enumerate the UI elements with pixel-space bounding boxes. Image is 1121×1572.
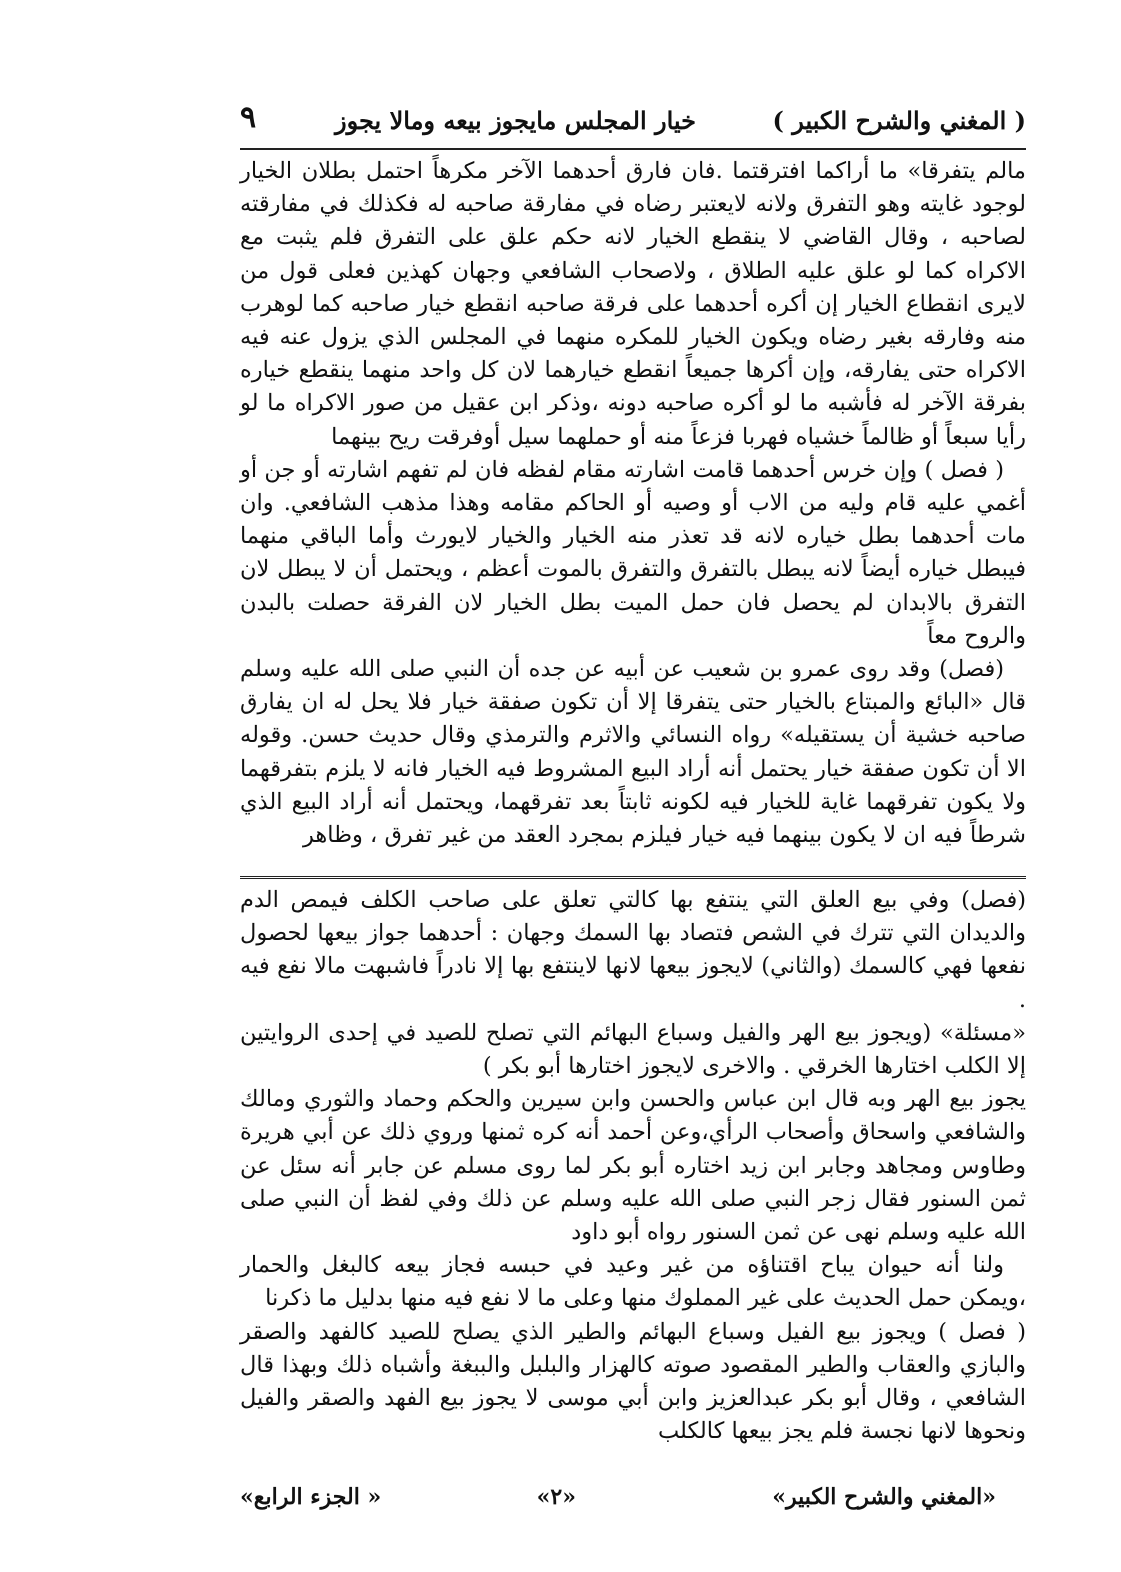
paragraph: مالم يتفرقا» ما أراكما افترقتما .فان فارق أحدهما الآخر مكرهاً احتمل بطلان الخيار لوجود غايته وهو التفرق ولانه لايعتبر رضاه في مفارقة صاحبه له فكذلك في مفارقته لصاحبه ، وقال القاضي لا ينقطع الخيار لانه حكم علق على التفرق فلم يثبت مع الاكراه كما لو علق عليه الطلاق ، ولاصحاب الشافعي وجهان كهذين فعلى قول من لايرى انقطاع الخيار إن أكره أحدهما على فرقة صاحبه انقطع خيار صاحبه كما لوهرب منه وفارقه بغير رضاه ويكون الخيار للمكره منهما في المجلس الذي يزول عنه فيه الاكراه حتى يفارقه، وإن أكرها جميعاً انقطع خيارهما لان كل واحد منهما ينقطع خياره بفرقة الآخر له فأشبه ما لو أكره صاحبه دونه ،وذكر ابن عقيل من صور الاكراه ما لو رأيا سبعاً أو ظالماً خشياه فهربا فزعاً منه أو حملهما سيل أوفرقت ريح بينهما (240, 158, 1026, 450)
section-title: خيار المجلس مايجوز بيعه ومالا يجوز (335, 106, 696, 135)
paragraph: (فصل) وفي بيع العلق التي ينتفع بها كالتي تعلق على صاحب الكلف فيمص الدم والديدان التي تترك في الشص فتصاد بها السمك وجهان : أحدهما جواز بيعها لحصول نفعها فهي كالسمك (والثاني) لايجوز بيعها لانها لاينتفع بها إلا نادراً فاشبهت مالا نفع فيه . (240, 887, 1026, 1013)
paragraph: ( فصل ) ويجوز بيع الفيل وسباع البهائم والطير الذي يصلح للصيد كالفهد والصقر والبازي والعقاب والطير المقصود صوته كالهزار والبلبل والببغة وأشباه ذلك وبهذا قال الشافعي ، وقال أبو بكر عبدالعزيز وابن أبي موسى لا يجوز بيع الفهد والصقر والفيل ونحوها لانها نجسة فلم يجز بيعها كالكلب (240, 1318, 1026, 1445)
page-footer (240, 1484, 1026, 1518)
page-number: ٩ (240, 100, 257, 135)
footer-volume: « الجزء الرابع» (240, 1484, 382, 1510)
paragraph: «مسئلة» (ويجوز بيع الهر والفيل وسباع البهائم التي تصلح للصيد في إحدى الروايتين إلا الكلب اختارها الخرقي . والاخرى لايجوز اختارها أبو بكر ) (240, 1019, 1026, 1080)
paragraph: يجوز بيع الهر وبه قال ابن عباس والحسن وابن سيرين والحكم وحماد والثوري ومالك والشافعي واسحاق وأصحاب الرأي،وعن أحمد أنه كره ثمنها وروي ذلك عن أبي هريرة وطاوس ومجاهد وجابر ابن زيد اختاره أبو بكر لما روى مسلم عن جابر أنه سئل عن ثمن السنور فقال زجر النبي صلى الله عليه وسلم عن ذلك وفي لفظ أن النبي صلى الله عليه وسلم نهى عن ثمن السنور رواه أبو داود (240, 1086, 1026, 1246)
lower-text-block (240, 884, 1026, 1448)
header-rule (240, 148, 1026, 150)
section-divider (240, 876, 1026, 879)
paragraph: (فصل) وقد روى عمرو بن شعيب عن أبيه عن جده أن النبي صلى الله عليه وسلم قال «البائع والمبتاع بالخيار حتى يتفرقا إلا أن تكون صفقة خيار فلا يحل له ان يفارق صاحبه خشية أن يستقيله» رواه النسائي والاثرم والترمذي وقال حديث حسن. وقوله الا أن تكون صفقة خيار يحتمل أنه أراد البيع المشروط فيه الخيار فانه لا يلزم بتفرقهما ولا يكون تفرقهما غاية للخيار فيه لكونه ثابتاً بعد تفرقهما، ويحتمل أنه أراد البيع الذي شرطاً فيه ان لا يكون بينهما فيه خيار فيلزم بمجرد العقد من غير تفرق ، وظاهر (240, 656, 1026, 849)
footer-book-title: «المغني والشرح الكبير» (772, 1484, 996, 1510)
paragraph: ( فصل ) وإن خرس أحدهما قامت اشارته مقام لفظه فان لم تفهم اشارته أو جن أو أغمي عليه قام وليه من الاب أو وصيه أو الحاكم مقامه وهذا مذهب الشافعي. وان مات أحدهما بطل خياره لانه قد تعذر منه الخيار والخيار لايورث وأما الباقي منهما فيبطل خياره أيضاً لانه يبطل بالتفرق والتفرق بالموت أعظم ، ويحتمل أن لا يبطل لان التفرق بالابدان لم يحصل فان حمل الميت بطل الخيار لان الفرقة حصلت بالبدن والروح معاً (240, 456, 1026, 649)
footer-signature: «٢» (536, 1484, 576, 1510)
book-title: ( المغني والشرح الكبير ) (772, 106, 1026, 135)
page-header (240, 100, 1026, 146)
upper-text-block (240, 155, 1026, 852)
paragraph: ولنا أنه حيوان يباح اقتناؤه من غير وعيد في حبسه فجاز بيعه كالبغل والحمار ،ويمكن حمل الحديث على غير المملوك منها وعلى ما لا نفع فيه منها بدليل ما ذكرنا (240, 1252, 1026, 1312)
